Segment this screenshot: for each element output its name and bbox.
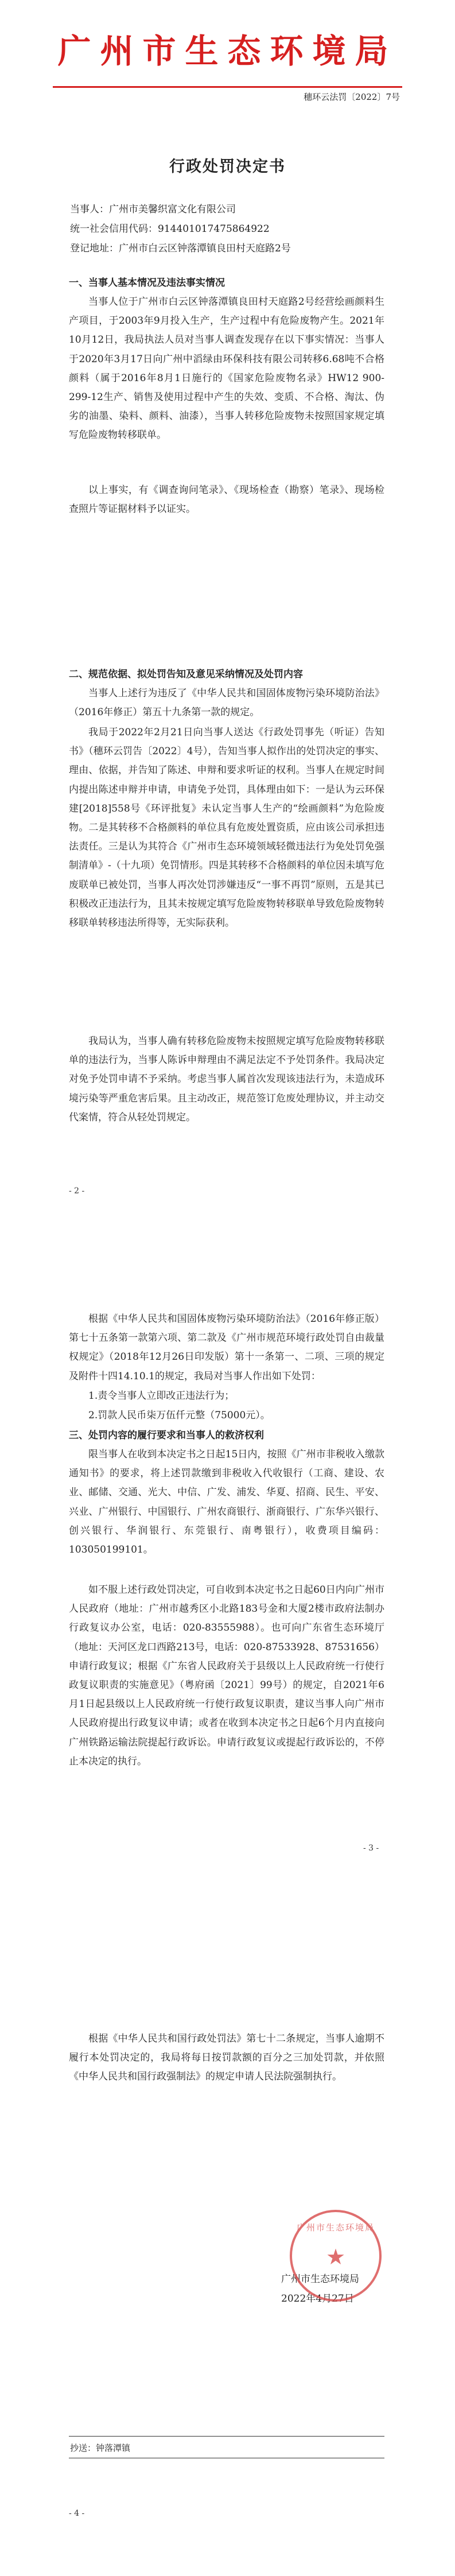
section-3-remedies: 如不服上述行政处罚决定，可自收到本决定书之日起60日内向广州市人民政府（地址：广州市越秀区小北路183号金和大厦2楼市政府法制办行政复议办公室，电话：020-83555988）。也可向广东省生态环境厅（地址：天河区龙口西路213号，电话：020-87533928、87531656）申请行政复议；根据《广东省人民政府关于县级以上人民政府统一行使行政复议职责的实施意见》（粤府函〔2021〕99号）的规定，自2021年6月1日起县级以上人民政府统一行使行政复议职责，建议当事人向广州市人民政府提出行政复议申请；或者在收到本决定书之日起6个月内直接向广州铁路运输法院提起行政诉讼。申请行政复议或提起行政诉讼的，不停止本决定的执行。 <box>69 1584 384 1767</box>
document-page-4 <box>0 1932 455 2576</box>
cc-recipients: 抄送：钟落潭镇 <box>70 2443 131 2453</box>
document-page-1 <box>0 0 455 644</box>
section-1-facts: 当事人位于广州市白云区钟落潭镇良田村天庭路2号经营绘画颜料生产项目，于2003年9月投入生产，生产过程中有危险废物产生。2021年10月12日，我局执法人员对当事人调查发现存在以下事实情况：当事人于2020年3月17日向广州中滔绿由环保科技有限公司转移6.68吨不合格颜料（属于2016年8月1日施行的《国家危险废物名录》HW12 900-299-12生产、销售及使用过程中产生的失效、变质、不合格、淘汰、伪劣的油墨、染料、颜料、油漆），当事人转移危险废物未按照国家规定填写危险废物转移联单。 <box>69 296 384 441</box>
section-2-legal-basis: 根据《中华人民共和国固体废物污染环境防治法》（2016年修正版）第七十五条第一款第六项、第二款及《广州市规范环境行政处罚自由裁量权规定》（2018年12月26日印发版）第十一条第一、二项、三项的规定及附件十四14.10.1的规定，我局对当事人作出如下处罚： <box>69 1313 384 1382</box>
signing-date: 2022年4月27日 <box>281 2293 354 2305</box>
page-number-3: - 3 - <box>363 1844 379 1853</box>
section-2-hearing-notice: 我局于2022年2月21日向当事人送达《行政处罚事先（听证）告知书》（穗环云罚告〔2022〕4号），告知当事人拟作出的处罚决定的事实、理由、依据，并告知了陈述、申辩和要求听证的权利。当事人在规定时间内提出陈述申辩并申请，申请免予处罚，具体理由如下：一是认为云环保建[2018]558号《环评批复》未认定当事人生产的“绘画颜料”为危险废物。二是其转移不合格颜料的单位具有危废处置资质，应由该公司承担违法责任。三是认为其符合《广州市生态环境领域轻微违法行为免处罚免强制清单》-（十九项）免罚情形。四是其转移不合格颜料的单位因未填写危废联单已被处罚，当事人再次处罚涉嫌违反“一事不再罚”原则，五是其已积极改正违法行为，且其未按规定填写危险废物转移联单导致危险废物转移联单转移违法所得等，无实际获利。 <box>69 727 384 929</box>
penalty-item-1: 1.责令当事人立即改正违法行为； <box>88 1390 235 1402</box>
section-2-heading: 二、规范依据、拟处罚告知及意见采纳情况及处罚内容 <box>69 669 303 680</box>
issuing-authority-header: 广州市生态环境局 <box>57 32 398 71</box>
page-number-4: - 4 - <box>69 2509 85 2518</box>
penalty-item-2: 2.罚款人民币柒万伍仟元整（75000元）。 <box>88 1410 270 1421</box>
page-number-2: - 2 - <box>69 1186 85 1196</box>
cc-top-rule <box>69 2436 384 2437</box>
section-3-enforcement: 根据《中华人民共和国行政处罚法》第七十二条规定，当事人逾期不履行本处罚决定的，我局将每日按罚款额的百分之三加处罚款，并依照《中华人民共和国行政强制法》的规定申请人民法院强制执行。 <box>69 2033 384 2083</box>
document-page-3 <box>0 1288 455 1932</box>
party-name: 当事人：广州市美馨织富文化有限公司 <box>70 204 236 215</box>
red-header-rule <box>53 86 402 88</box>
official-seal-icon <box>290 2210 382 2302</box>
party-credit-code: 统一社会信用代码：914401017475864922 <box>70 223 270 235</box>
section-2-decision-reasoning: 我局认为，当事人确有转移危险废物未按照规定填写危险废物转移联单的违法行为，当事人陈诉申辩理由不满足法定不予处罚条件。我局决定对免予处罚申请不予采纳。考虑当事人属首次发现该违法行为，未造成环境污染等严重危害后果。且主动改正，规范签订危废处理协议，并主动交代案情，符合从轻处罚规定。 <box>69 1035 384 1123</box>
document-number: 穗环云法罚〔2022〕7号 <box>304 92 400 102</box>
section-3-payment: 限当事人在收到本决定书之日起15日内，按照《广州市非税收入缴款通知书》的要求，将上述罚款缴到非税收入代收银行（工商、建设、农业、邮储、交通、光大、中信、广发、浦发、华夏、招商、民生、平安、兴业、广州银行、中国银行、广州农商银行、浙商银行、广东华兴银行、创兴银行、华润银行、东莞银行、南粤银行），收费项目编码：103050199101。 <box>69 1449 384 1556</box>
document-title: 行政处罚决定书 <box>169 158 286 176</box>
seal-star-icon: ★ <box>325 2244 346 2269</box>
section-2-violation: 当事人上述行为违反了《中华人民共和国固体废物污染环境防治法》（2016年修正）第五十九条第一款的规定。 <box>69 688 384 719</box>
signing-authority: 广州市生态环境局 <box>281 2274 359 2285</box>
section-1-heading: 一、当事人基本情况及违法事实情况 <box>69 277 225 289</box>
party-address: 登记地址：广州市白云区钟落潭镇良田村天庭路2号 <box>70 243 291 254</box>
seal-lettering: 广州市生态环境局 <box>297 2222 375 2233</box>
document-page-2 <box>0 644 455 1288</box>
section-3-heading: 三、处罚内容的履行要求和当事人的救济权利 <box>69 1430 264 1441</box>
section-1-evidence: 以上事实，有《调查询问笔录》、《现场检查（勘察）笔录》、现场检查照片等证据材料予以证实。 <box>69 484 384 515</box>
